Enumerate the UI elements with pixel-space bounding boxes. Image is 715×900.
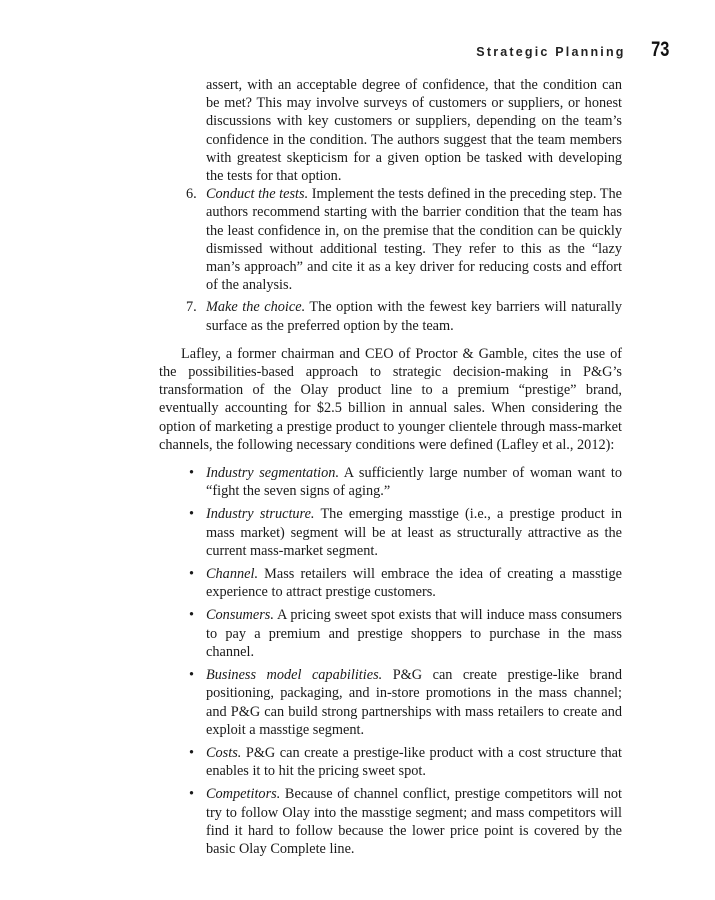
page-number: 73 — [650, 38, 669, 61]
item-title: Channel. — [206, 566, 259, 583]
item-text: The option with the fewest key barriers will naturally surface as the preferred option by the team. — [206, 299, 622, 334]
condition-channel — [159, 565, 622, 601]
condition-competitors — [159, 785, 622, 858]
item-title: Industry structure. — [206, 506, 315, 523]
item-text: A sufficiently large number of woman want to “fight the seven signs of aging.” — [206, 465, 622, 500]
bullet: • — [189, 506, 195, 523]
condition-costs — [159, 744, 622, 780]
running-title: Strategic Planning — [476, 45, 626, 59]
conditions-list — [159, 464, 622, 858]
item-title: Make the choice. — [206, 299, 306, 316]
item-title: Business model capabilities. — [206, 667, 383, 684]
numbered-list — [159, 185, 622, 335]
item-text: Mass retailers will embrace the idea of creating a masstige experience to attract prestige customers. — [206, 566, 622, 601]
item-title: Costs. — [206, 744, 242, 761]
item-text: P&G can create a prestige-like product with a cost structure that enables it to hit the pricing sweet spot. — [206, 744, 622, 780]
condition-industry-structure — [159, 505, 622, 560]
list-number: 6. — [186, 186, 197, 203]
item-title: Conduct the tests. — [206, 186, 309, 203]
item-title: Industry segmentation. — [206, 465, 340, 482]
list-number: 7. — [186, 299, 197, 316]
running-header — [476, 38, 669, 62]
item-text: A pricing sweet spot exists that will induce mass consumers to pay a premium and prestige shoppers to purchase in the mass channel. — [206, 607, 622, 660]
list-item-7 — [159, 298, 622, 334]
page-body — [159, 76, 622, 858]
item-text: P&G can create prestige-like brand positioning, packaging, and in-store promotions in the mass channel; and P&G can build strong partnerships with mass retailers to create and exploit a masstige segment. — [206, 667, 622, 738]
item-text: The emerging masstige (i.e., a prestige product in mass market) segment will be at least as structurally attractive as the current mass-market segment. — [206, 506, 622, 559]
body-paragraph: Lafley, a former chairman and CEO of Proctor & Gamble, cites the use of the possibilities-based approach to strategic decision-making in P&G’s transformation of the Olay product line to a premium “prestige” brand, eventually accounting for $2.5 billion in annual sales. When considering the option of marketing a prestige product to younger clientele through mass-market channels, the following necessary conditions were defined (Lafley et al., 2012): — [159, 345, 622, 453]
condition-consumers — [159, 606, 622, 661]
bullet: • — [189, 786, 195, 803]
bullet: • — [189, 744, 195, 761]
list-item-6 — [159, 185, 622, 294]
item-text: Implement the tests defined in the preceding step. The authors recommend starting with the barrier condition that the team has the least confidence in, on the premise that the condition can be quickly dismissed without additional testing. They refer to this as the “lazy man’s approach” and cite it as a key driver for reducing costs and effort of the analysis. — [206, 186, 622, 294]
continuation-paragraph: assert, with an acceptable degree of confidence, that the condition can be met? This may involve surveys of customers or suppliers, or honest discussions with key customers or suppliers, depending on the team’s confidence in the condition. The authors suggest that the team members with greatest skepticism for a given option be tasked with developing the tests for that option. — [206, 77, 622, 185]
bullet: • — [189, 667, 195, 684]
item-title: Consumers. — [206, 607, 274, 624]
item-title: Competitors. — [206, 786, 281, 803]
bullet: • — [189, 465, 195, 482]
bullet: • — [189, 566, 195, 583]
condition-business-model-capabilities — [159, 666, 622, 739]
condition-industry-segmentation — [159, 464, 622, 500]
bullet: • — [189, 607, 195, 624]
item-text: Because of channel conflict, prestige competitors will not try to follow Olay into the masstige segment; and mass competitors will find it hard to follow because the lower price point is covered by the basic Olay Complete line. — [206, 786, 622, 857]
